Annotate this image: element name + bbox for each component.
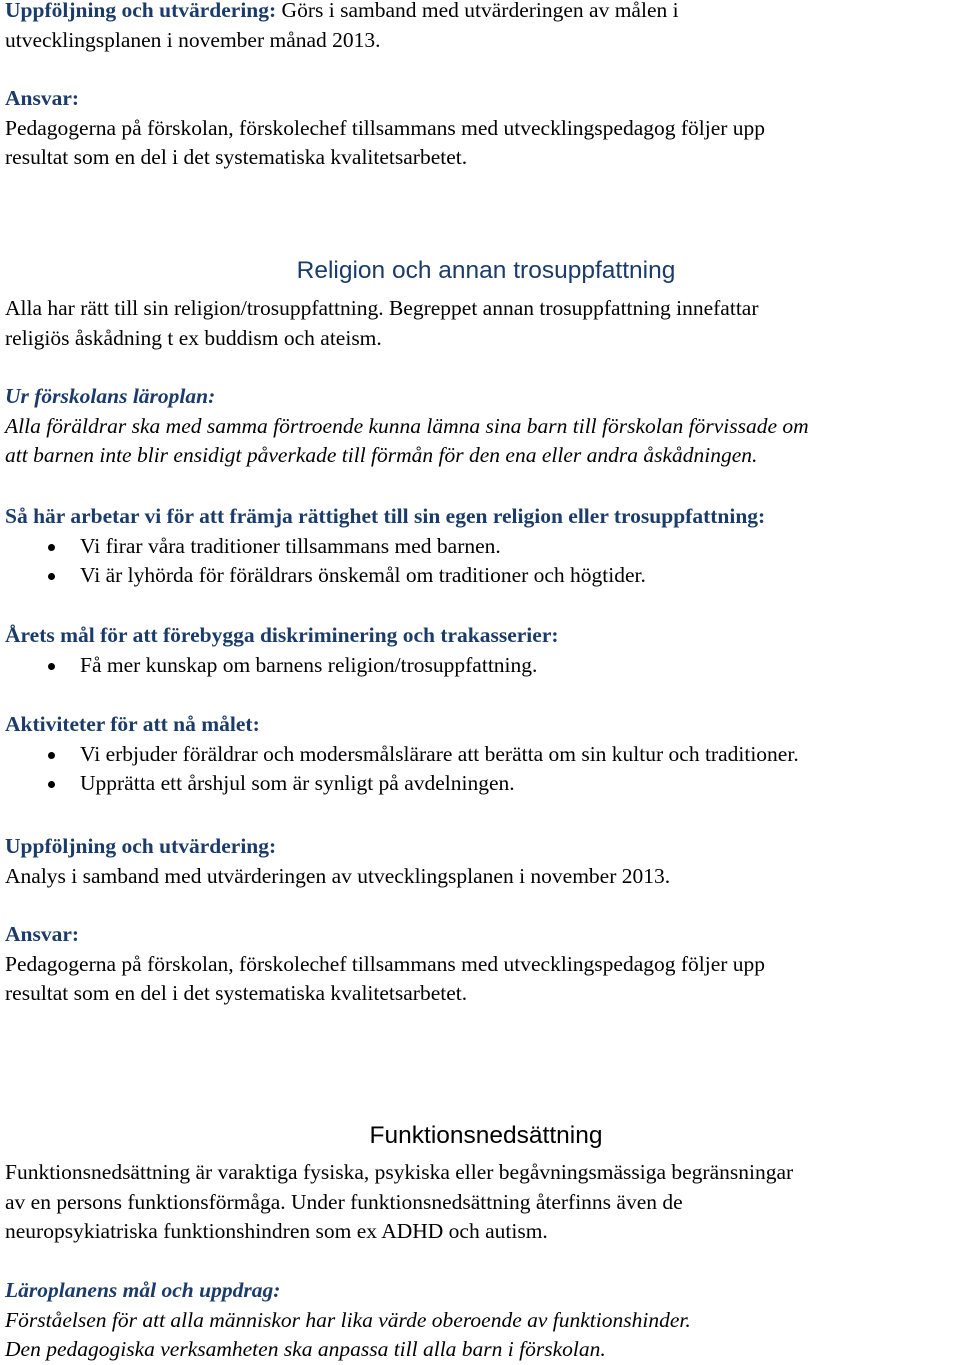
funktion-laroplan-label: Läroplanens mål och uppdrag: [5,1278,281,1302]
list-item [5,740,960,770]
religion-ansvar-line2: resultat som en del i det systematiska kvalitetsarbetet. [5,981,468,1005]
funktion-line1: Funktionsnedsättning är varaktiga fysiska, psykiska eller begåvningsmässiga begränsningar [5,1160,794,1184]
religion-aktiviteter-label: Aktiviteter för att nå målet: [5,712,260,736]
intro-ansvar-line1: Pedagogerna på förskolan, förskolechef tillsammans med utvecklingspedagog följer upp [5,115,766,140]
bullet-icon [48,573,55,580]
funktion-line2: av en persons funktionsförmåga. Under funktionsnedsättning återfinns även de [5,1189,683,1214]
list-item-text: Vi är lyhörda för föräldrars önskemål om traditioner och högtider. [80,563,646,587]
religion-intro [5,294,960,353]
list-item [5,651,960,681]
bullet-icon [48,663,55,670]
religion-arbetar-list [5,532,960,591]
religion-laroplan [5,382,960,471]
religion-intro-line2: religiös åskådning t ex buddism och ateism. [5,325,382,350]
religion-uppfoljning [5,832,960,891]
funktion-line3: neuropsykiatriska funktionshindren som ex ADHD och autism. [5,1219,548,1243]
funktion-heading: Funktionsnedsättning [369,1122,603,1149]
religion-laroplan-label: Ur förskolans läroplan: [5,384,216,408]
bullet-icon [48,781,55,788]
bullet-icon [48,544,55,551]
intro-uppfoljning-text: Görs i samband med utvärderingen av målen i [276,0,679,22]
religion-mal-list [5,651,960,681]
religion-heading: Religion och annan trosuppfattning [296,257,676,284]
funktion-laroplan [5,1276,960,1365]
list-item-text: Vi firar våra traditioner tillsammans med barnen. [80,533,501,558]
intro-uppfoljning-line2: utvecklingsplanen i november månad 2013. [5,27,381,52]
religion-aktiviteter [5,710,960,799]
religion-mal-label: Årets mål för att förebygga diskriminering och trakasserier: [5,623,559,647]
intro-uppfoljning-line1 [5,0,960,26]
intro-ansvar-line2: resultat som en del i det systematiska kvalitetsarbetet. [5,145,468,169]
religion-ansvar-label: Ansvar: [5,922,80,946]
religion-uppfoljning-label: Uppföljning och utvärdering: [5,834,277,858]
religion-intro-line1: Alla har rätt till sin religion/trosuppfattning. Begreppet annan trosuppfattning innefattar [5,296,759,320]
intro-ansvar-label: Ansvar: [5,86,80,110]
religion-aktiviteter-list [5,740,960,799]
intro-ansvar [5,84,960,173]
list-item [5,532,960,562]
list-item [5,769,960,799]
funktion-laroplan-line2: Den pedagogiska verksamheten ska anpassa till alla barn i förskolan. [5,1337,606,1361]
bullet-icon [48,752,55,759]
religion-arbetar-label: Så här arbetar vi för att främja rättighet till sin egen religion eller trosuppfattning: [5,504,766,528]
list-item [5,561,960,591]
religion-arbetar [5,502,960,591]
religion-ansvar-line1: Pedagogerna på förskolan, förskolechef tillsammans med utvecklingspedagog följer upp [5,951,766,976]
religion-laroplan-line2: att barnen inte blir ensidigt påverkade till förmån för den ena eller andra åskådningen. [5,443,758,467]
list-item-text: Få mer kunskap om barnens religion/trosuppfattning. [80,652,538,677]
intro-uppfoljning-label: Uppföljning och utvärdering: [5,0,277,22]
funktion-laroplan-line1: Förståelsen för att alla människor har lika värde oberoende av funktionshinder. [5,1307,691,1332]
intro-uppfoljning [5,0,960,55]
religion-laroplan-line1: Alla föräldrar ska med samma förtroende kunna lämna sina barn till förskolan förvissade om [5,413,809,438]
list-item-text: Upprätta ett årshjul som är synligt på avdelningen. [80,771,515,795]
religion-ansvar [5,920,960,1009]
funktion-intro [5,1158,960,1247]
religion-mal [5,621,960,680]
list-item-text: Vi erbjuder föräldrar och modersmålslärare att berätta om sin kultur och traditioner. [80,741,799,766]
religion-uppfoljning-text: Analys i samband med utvärderingen av utvecklingsplanen i november 2013. [5,863,671,888]
